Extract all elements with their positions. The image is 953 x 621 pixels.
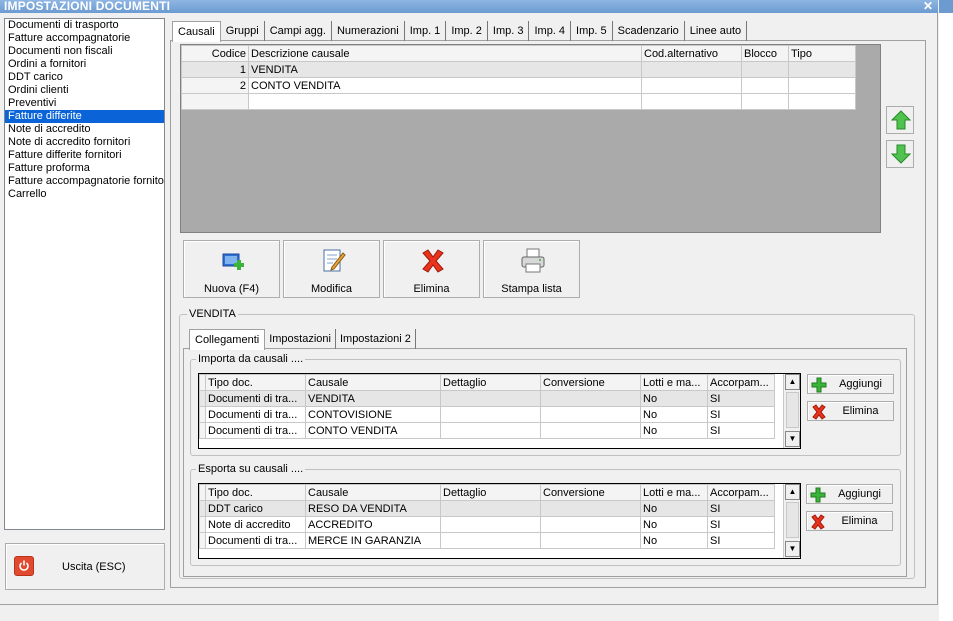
cell-tipo[interactable] [789,78,856,94]
tab-impostazioni[interactable]: Impostazioni [265,329,336,349]
window-title-bar [0,0,938,13]
cell-dettaglio[interactable] [441,391,541,407]
scroll-up-icon[interactable]: ▲ [785,374,800,390]
import-add-label: Aggiungi [839,378,882,390]
tab-linee-auto[interactable]: Linee auto [685,21,747,41]
column-header-lotti[interactable]: Lotti e ma... [641,375,708,391]
cell-tipo-doc[interactable]: DDT carico [206,501,306,517]
column-header-blocco[interactable]: Blocco [742,46,789,62]
import-remove-button[interactable] [807,401,894,421]
list-item[interactable]: Fatture proforma [8,162,90,174]
cell-causale[interactable]: VENDITA [306,391,441,407]
print-list-button-label: Stampa lista [501,283,562,295]
import-add-button[interactable] [807,374,894,394]
tab-campi-agg[interactable]: Campi agg. [265,21,332,41]
list-item-selected[interactable]: Fatture differite [5,110,164,123]
cell-causale[interactable]: CONTO VENDITA [306,423,441,439]
cell-lotti[interactable]: No [641,501,708,517]
arrow-up-icon [891,110,911,130]
cell-codice[interactable]: 2 [182,78,249,94]
background-strip [939,0,953,621]
cell-dettaglio[interactable] [441,517,541,533]
delete-x-icon [811,404,827,420]
table-row[interactable] [200,423,775,439]
scroll-thumb[interactable] [786,392,799,428]
edit-icon [319,247,347,275]
export-add-label: Aggiungi [838,488,881,500]
cell-cod-alternativo[interactable] [642,94,742,110]
cell-codice[interactable] [182,94,249,110]
column-header-dettaglio[interactable]: Dettaglio [441,485,541,501]
cell-tipo-doc[interactable]: Documenti di tra... [206,391,306,407]
document-type-list[interactable] [4,18,165,530]
tab-numerazioni[interactable]: Numerazioni [332,21,405,41]
column-header-descrizione[interactable]: Descrizione causale [249,46,642,62]
delete-x-icon [810,514,826,530]
cell-lotti[interactable]: No [641,533,708,549]
delete-button[interactable] [383,240,480,298]
cell-accorpamento[interactable]: SI [708,423,775,439]
list-item[interactable]: Ordini clienti [8,84,69,96]
new-button-label: Nuova (F4) [203,283,260,295]
cell-conversione[interactable] [541,391,641,407]
table-row[interactable] [200,517,775,533]
column-header-conversione[interactable]: Conversione [541,375,641,391]
export-table[interactable] [199,484,775,549]
window-title: IMPOSTAZIONI DOCUMENTI [4,0,171,13]
cell-accorpamento[interactable]: SI [708,407,775,423]
cell-conversione[interactable] [541,501,641,517]
causali-grid-area[interactable] [180,44,881,233]
scroll-down-icon[interactable]: ▼ [785,541,800,557]
column-header-causale[interactable]: Causale [306,375,441,391]
exit-button[interactable] [5,543,165,590]
cell-dettaglio[interactable] [441,533,541,549]
cell-lotti[interactable]: No [641,423,708,439]
cell-descrizione[interactable]: VENDITA [249,62,642,78]
plus-icon [811,377,827,393]
column-header-conversione[interactable]: Conversione [541,485,641,501]
delete-x-icon [419,247,447,275]
tab-causali[interactable]: Causali [172,21,221,42]
new-button[interactable] [183,240,280,298]
export-remove-button[interactable] [806,511,893,531]
list-item[interactable]: Fatture differite fornitori [8,149,122,161]
edit-button-label: Modifica [311,283,352,295]
cell-conversione[interactable] [541,533,641,549]
move-down-button[interactable] [886,140,914,168]
cell-blocco[interactable] [742,62,789,78]
export-remove-label: Elimina [841,515,878,527]
detail-tabs [189,329,416,349]
table-row[interactable] [182,78,856,94]
column-header-tipo-doc[interactable]: Tipo doc. [206,485,306,501]
cell-accorpamento[interactable]: SI [708,391,775,407]
tab-imp-2[interactable]: Imp. 2 [446,21,488,41]
tab-impostazioni-2[interactable]: Impostazioni 2 [336,329,416,349]
cell-accorpamento[interactable]: SI [708,501,775,517]
tab-imp-3[interactable]: Imp. 3 [488,21,530,41]
cell-tipo-doc[interactable]: Documenti di tra... [206,407,306,423]
import-group-title: Importa da causali .... [198,353,304,365]
tab-gruppi[interactable]: Gruppi [221,21,265,41]
list-item[interactable]: Documenti non fiscali [8,45,113,57]
delete-button-label: Elimina [413,283,450,295]
column-header-codice[interactable]: Codice [182,46,249,62]
cell-tipo-doc[interactable]: Documenti di tra... [206,533,306,549]
column-header-dettaglio[interactable]: Dettaglio [441,375,541,391]
main-tabs [172,21,747,41]
cell-dettaglio[interactable] [441,407,541,423]
cell-conversione[interactable] [541,517,641,533]
print-list-button[interactable] [483,240,580,298]
table-row-new[interactable] [182,94,856,110]
cell-cod-alternativo[interactable] [642,62,742,78]
import-remove-label: Elimina [842,405,879,417]
cell-codice[interactable]: 1 [182,62,249,78]
tab-imp-4[interactable]: Imp. 4 [529,21,571,41]
close-icon[interactable]: ✕ [922,0,934,13]
cell-tipo[interactable] [789,94,856,110]
cell-causale[interactable]: RESO DA VENDITA [306,501,441,517]
cell-dettaglio[interactable] [441,501,541,517]
background-strip-titlebar [939,0,953,13]
import-table[interactable] [199,374,775,439]
column-header-lotti[interactable]: Lotti e ma... [641,485,708,501]
causale-detail-title: VENDITA [189,308,236,320]
cell-descrizione[interactable] [249,94,642,110]
column-header-causale[interactable]: Causale [306,485,441,501]
export-add-button[interactable] [806,484,893,504]
cell-causale[interactable]: MERCE IN GARANZIA [306,533,441,549]
cell-conversione[interactable] [541,423,641,439]
scroll-down-icon[interactable]: ▼ [785,431,800,447]
cell-lotti[interactable]: No [641,407,708,423]
exit-button-label: Uscita (ESC) [62,561,126,573]
cell-causale[interactable]: ACCREDITO [306,517,441,533]
cell-tipo[interactable] [789,62,856,78]
printer-icon [519,247,547,275]
list-item[interactable]: DDT carico [8,71,63,83]
column-header-cod-alternativo[interactable]: Cod.alternativo [642,46,742,62]
list-item[interactable]: Ordini a fornitori [8,58,87,70]
list-item[interactable]: Documenti di trasporto [8,19,119,31]
causali-grid[interactable] [181,45,856,110]
cell-blocco[interactable] [742,78,789,94]
cell-blocco[interactable] [742,94,789,110]
cell-tipo-doc[interactable]: Note di accredito [206,517,306,533]
edit-button[interactable] [283,240,380,298]
export-scrollbar[interactable] [783,484,800,558]
list-item[interactable]: Preventivi [8,97,57,109]
scroll-thumb[interactable] [786,502,799,538]
column-header-tipo[interactable]: Tipo [789,46,856,62]
list-item[interactable]: Fatture accompagnatorie fornito [8,175,164,187]
cell-tipo-doc[interactable]: Documenti di tra... [206,423,306,439]
column-header-accorpamento[interactable]: Accorpam... [708,375,775,391]
list-item[interactable]: Note di accredito fornitori [8,136,131,148]
tab-collegamenti[interactable]: Collegamenti [189,329,265,350]
table-row[interactable] [182,62,856,78]
export-grid[interactable] [198,483,801,559]
list-item[interactable]: Fatture accompagnatorie [8,32,131,44]
list-item[interactable]: Note di accredito [8,123,91,135]
column-header-accorpamento[interactable]: Accorpam... [708,485,775,501]
tab-imp-5[interactable]: Imp. 5 [571,21,613,41]
tab-scadenzario[interactable]: Scadenzario [613,21,685,41]
column-header-tipo-doc[interactable]: Tipo doc. [206,375,306,391]
cell-cod-alternativo[interactable] [642,78,742,94]
cell-causale[interactable]: CONTOVISIONE [306,407,441,423]
export-group-title: Esporta su causali .... [198,463,304,475]
cell-accorpamento[interactable]: SI [708,517,775,533]
import-grid[interactable] [198,373,801,449]
cell-conversione[interactable] [541,407,641,423]
cell-lotti[interactable]: No [641,391,708,407]
tab-imp-1[interactable]: Imp. 1 [405,21,447,41]
scroll-up-icon[interactable]: ▲ [785,484,800,500]
table-row[interactable] [200,501,775,517]
plus-icon [810,487,826,503]
power-icon [14,556,34,576]
cell-lotti[interactable]: No [641,517,708,533]
list-item[interactable]: Carrello [8,188,47,200]
new-record-icon [219,247,247,275]
cell-descrizione[interactable]: CONTO VENDITA [249,78,642,94]
cell-accorpamento[interactable]: SI [708,533,775,549]
table-row[interactable] [200,391,775,407]
arrow-down-icon [891,144,911,164]
move-up-button[interactable] [886,106,914,134]
import-scrollbar[interactable] [783,374,800,448]
table-row[interactable] [200,407,775,423]
table-row[interactable] [200,533,775,549]
cell-dettaglio[interactable] [441,423,541,439]
